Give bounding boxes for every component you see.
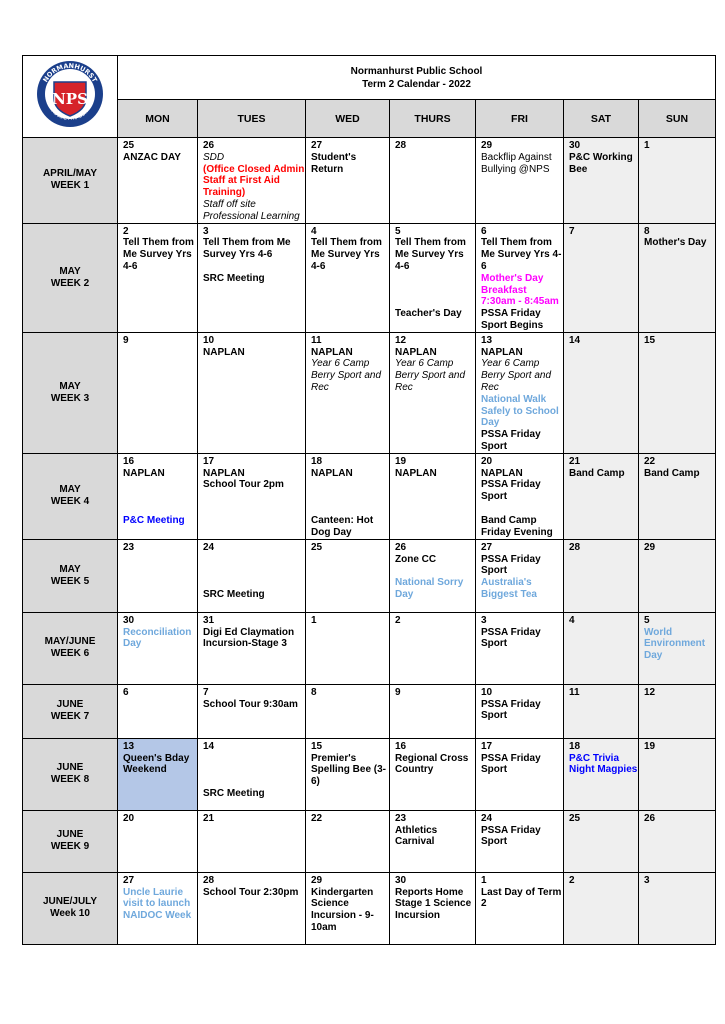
event-text: NAPLAN	[123, 467, 165, 479]
event-text: Tell Them from Me Survey Yrs 4-6	[123, 237, 194, 272]
day-cell	[476, 223, 564, 332]
event-text: (Office Closed Admin Staff at First Aid Training)	[203, 163, 305, 199]
day-number: 11	[311, 334, 322, 346]
day-cell	[639, 539, 716, 612]
day-cell	[390, 612, 476, 684]
day-cell	[476, 138, 564, 224]
day-cell	[118, 738, 198, 810]
event-text: National Walk Safely to School Day	[481, 393, 559, 429]
week-label-number: WEEK 1	[50, 180, 90, 192]
day-number: 22	[644, 455, 656, 467]
day-number: 22	[311, 812, 323, 824]
week-label	[23, 332, 118, 453]
event-text: NAPLAN	[395, 467, 437, 479]
day-number: 14	[203, 740, 215, 752]
day-cell	[306, 738, 390, 810]
event-text: SRC Meeting	[203, 787, 265, 799]
day-cell	[306, 332, 390, 453]
svg-text:NORMANHURST: NORMANHURST	[41, 61, 99, 84]
week-label	[23, 810, 118, 872]
day-cell	[639, 453, 716, 539]
event-text: Athletics Carnival	[395, 824, 438, 848]
day-number: 2	[395, 614, 401, 626]
term-calendar	[22, 55, 716, 945]
day-cell	[306, 539, 390, 612]
event-text: NAPLAN	[203, 467, 245, 479]
day-cell	[198, 612, 306, 684]
day-number: 4	[311, 225, 317, 237]
day-number: 6	[123, 686, 129, 698]
week-label	[23, 738, 118, 810]
day-cell	[564, 872, 639, 944]
event-text: Tell Them from Me Survey Yrs 4-6	[311, 237, 382, 272]
day-number: 19	[644, 740, 656, 752]
event-text: Year 6 Camp Berry Sport and Rec	[311, 358, 382, 393]
day-cell	[198, 810, 306, 872]
event-text: SRC Meeting	[203, 588, 265, 600]
event-text: NAPLAN	[203, 346, 245, 358]
event-text: Student's Return	[311, 151, 357, 175]
day-number: 17	[203, 455, 215, 467]
day-cell	[476, 810, 564, 872]
day-number: 30	[123, 614, 135, 626]
day-cell	[306, 872, 390, 944]
week-label	[23, 223, 118, 332]
day-number: 2	[569, 874, 575, 886]
day-cell	[390, 138, 476, 224]
week-row	[23, 684, 716, 738]
svg-text:NPS: NPS	[52, 90, 88, 108]
day-cell	[476, 453, 564, 539]
day-number: 16	[123, 455, 135, 467]
day-cell	[198, 453, 306, 539]
day-header-fri: FRI	[476, 100, 564, 138]
event-text: NAPLAN	[481, 346, 523, 358]
day-cell	[198, 684, 306, 738]
day-cell	[476, 539, 564, 612]
event-text: SRC Meeting	[203, 272, 265, 284]
event-text: Tell Them from Me Survey Yrs 4-6	[481, 237, 562, 272]
week-label-period: MAY	[59, 484, 81, 496]
event-text: PSSA Friday Sport	[481, 479, 541, 503]
day-number: 7	[203, 686, 209, 698]
day-number: 13	[123, 740, 135, 752]
event-text: P&C Working Bee	[569, 151, 633, 175]
event-text: Australia's Biggest Tea	[481, 577, 537, 600]
event-text: NAPLAN	[311, 346, 353, 358]
event-text: Digi Ed Claymation Incursion-Stage 3	[203, 626, 295, 650]
event-text: Canteen: Hot Dog Day	[311, 514, 374, 538]
event-text: PSSA Friday Sport Begins	[481, 308, 544, 331]
day-cell	[118, 453, 198, 539]
week-label-period: MAY/JUNE	[44, 636, 96, 648]
day-number: 10	[203, 334, 215, 346]
week-label	[23, 872, 118, 944]
day-number: 25	[311, 541, 323, 553]
day-number: 18	[311, 455, 323, 467]
week-label-period: JUNE	[56, 762, 84, 774]
event-text: 7:30am - 8:45am	[481, 296, 559, 308]
event-text: Mother's Day Breakfast	[481, 272, 544, 296]
week-row	[23, 810, 716, 872]
day-header-thurs: THURS	[390, 100, 476, 138]
event-text: PSSA Friday Sport	[481, 824, 541, 848]
event-text: P&C Trivia Night Magpies	[569, 752, 638, 776]
day-number: 26	[203, 140, 215, 151]
event-text: Premier's Spelling Bee (3-6)	[311, 752, 387, 788]
day-cell	[118, 223, 198, 332]
day-number: 31	[203, 614, 215, 626]
event-text: Regional Cross Country	[395, 752, 469, 776]
day-number: 27	[311, 140, 323, 151]
day-header-sun: SUN	[639, 100, 716, 138]
day-header-row	[23, 100, 716, 138]
day-cell	[476, 332, 564, 453]
event-text: School Tour 2pm	[203, 479, 284, 491]
day-number: 14	[569, 334, 581, 346]
day-cell	[118, 684, 198, 738]
event-text: Year 6 Camp Berry Sport and Rec	[395, 358, 466, 393]
day-cell	[390, 684, 476, 738]
day-cell	[118, 138, 198, 224]
day-cell	[306, 810, 390, 872]
week-label-number: WEEK 8	[50, 774, 90, 786]
day-cell	[564, 738, 639, 810]
event-text: Tell Them from Me Survey Yrs 4-6	[395, 237, 466, 272]
day-cell	[390, 539, 476, 612]
day-cell	[639, 138, 716, 224]
day-cell	[564, 539, 639, 612]
day-number: 5	[644, 614, 650, 626]
day-cell	[198, 738, 306, 810]
day-cell	[639, 684, 716, 738]
day-number: 3	[481, 614, 487, 626]
day-cell	[198, 872, 306, 944]
day-number: 5	[395, 225, 401, 237]
day-number: 6	[481, 225, 487, 237]
day-cell	[639, 872, 716, 944]
svg-text:AUSSIE A RABBIT: AUSSIE A RABBIT	[49, 108, 91, 122]
event-text: School Tour 9:30am	[203, 698, 298, 710]
event-text: SDD	[203, 151, 225, 163]
day-number: 2	[123, 225, 129, 237]
event-text: Uncle Laurie visit to launch NAIDOC Week	[123, 886, 192, 922]
calendar-weeks	[23, 138, 716, 945]
event-text: PSSA Friday Sport	[481, 553, 541, 577]
event-text: PSSA Friday Sport	[481, 752, 541, 776]
event-text: PSSA Friday Sport	[481, 698, 541, 722]
day-cell	[639, 332, 716, 453]
day-cell	[564, 332, 639, 453]
week-label	[23, 138, 118, 224]
day-cell	[639, 738, 716, 810]
day-number: 29	[481, 140, 493, 151]
day-number: 21	[569, 455, 581, 467]
day-number: 9	[123, 334, 129, 346]
event-text: PSSA Friday Sport	[481, 429, 541, 452]
day-cell	[564, 612, 639, 684]
day-number: 23	[123, 541, 135, 553]
school-logo	[23, 56, 118, 138]
day-number: 8	[644, 225, 650, 237]
week-label-number: WEEK 9	[50, 841, 90, 853]
day-number: 18	[569, 740, 581, 752]
day-cell	[306, 138, 390, 224]
event-text: Zone CC	[395, 553, 437, 565]
day-cell	[390, 872, 476, 944]
day-cell	[564, 223, 639, 332]
day-number: 1	[481, 874, 487, 886]
day-number: 3	[644, 874, 650, 886]
week-label-number: WEEK 2	[50, 277, 90, 289]
day-header-mon: MON	[118, 100, 198, 138]
day-number: 28	[395, 140, 407, 151]
week-label-period: JUNE	[56, 829, 84, 841]
week-row	[23, 612, 716, 684]
school-name: Normanhurst Public School	[350, 65, 483, 77]
day-number: 4	[569, 614, 575, 626]
event-text: PSSA Friday Sport	[481, 626, 541, 650]
day-number: 29	[311, 874, 323, 886]
week-label-number: WEEK 3	[50, 392, 90, 404]
day-number: 28	[569, 541, 581, 553]
week-row	[23, 539, 716, 612]
day-cell	[306, 453, 390, 539]
week-label-period: MAY	[59, 563, 81, 575]
day-cell	[118, 810, 198, 872]
week-label-number: Week 10	[50, 908, 90, 920]
event-text: Reports Home Stage 1 Science Incursion	[395, 886, 472, 922]
day-number: 7	[569, 225, 575, 237]
day-cell	[198, 332, 306, 453]
day-number: 15	[644, 334, 656, 346]
day-cell	[639, 612, 716, 684]
day-number: 1	[644, 140, 650, 151]
event-text: Teacher's Day	[395, 308, 462, 320]
day-number: 17	[481, 740, 493, 752]
event-text: Band Camp	[644, 467, 700, 479]
day-cell	[564, 684, 639, 738]
event-text: Reconciliation Day	[123, 626, 192, 650]
day-cell	[390, 453, 476, 539]
day-cell	[198, 138, 306, 224]
event-text: School Tour 2:30pm	[203, 886, 299, 898]
day-cell	[306, 684, 390, 738]
day-number: 12	[644, 686, 656, 698]
event-text: Backflip Against Bullying @NPS	[481, 151, 552, 175]
week-label-number: WEEK 5	[50, 575, 90, 587]
event-text: Year 6 Camp Berry Sport and Rec	[481, 358, 552, 393]
day-number: 26	[395, 541, 407, 553]
school-crest-icon	[34, 58, 106, 130]
event-text: Mother's Day	[644, 237, 707, 249]
day-cell	[390, 738, 476, 810]
event-text: Kindergarten Science Incursion - 9-10am	[311, 886, 374, 933]
day-number: 24	[481, 812, 493, 824]
day-cell	[390, 810, 476, 872]
event-text: P&C Meeting	[123, 514, 185, 526]
week-label	[23, 539, 118, 612]
day-number: 12	[395, 334, 407, 346]
event-text: Band Camp	[569, 467, 625, 479]
day-cell	[118, 332, 198, 453]
day-number: 29	[644, 541, 656, 553]
week-label-period: JUNE/JULY	[42, 896, 98, 908]
day-header-wed: WED	[306, 100, 390, 138]
day-number: 27	[123, 874, 135, 886]
week-row	[23, 738, 716, 810]
day-number: 9	[395, 686, 401, 698]
week-row	[23, 872, 716, 944]
day-cell	[476, 872, 564, 944]
week-label-number: WEEK 4	[50, 496, 90, 508]
day-number: 23	[395, 812, 407, 824]
day-number: 19	[395, 455, 407, 467]
day-cell	[564, 810, 639, 872]
week-label-period: MAY	[59, 265, 81, 277]
event-text: ANZAC DAY	[123, 151, 181, 163]
event-text: NAPLAN	[311, 467, 353, 479]
day-number: 16	[395, 740, 407, 752]
event-text: Band Camp Friday Evening	[481, 514, 553, 538]
day-cell	[198, 539, 306, 612]
week-row	[23, 223, 716, 332]
day-number: 30	[569, 140, 581, 151]
day-number: 13	[481, 334, 493, 346]
event-text: Queen's Bday Weekend	[123, 752, 190, 776]
day-header-sat: SAT	[564, 100, 639, 138]
day-number: 20	[123, 812, 135, 824]
week-label	[23, 684, 118, 738]
day-cell	[639, 223, 716, 332]
day-number: 3	[203, 225, 209, 237]
day-cell	[306, 223, 390, 332]
day-number: 11	[569, 686, 580, 698]
day-cell	[306, 612, 390, 684]
calendar-title	[118, 56, 716, 100]
event-text: National Sorry Day	[395, 577, 464, 600]
day-cell	[198, 223, 306, 332]
day-number: 8	[311, 686, 317, 698]
week-row	[23, 453, 716, 539]
week-label	[23, 612, 118, 684]
event-text: Tell Them from Me Survey Yrs 4-6	[203, 237, 291, 261]
day-number: 28	[203, 874, 215, 886]
week-label	[23, 453, 118, 539]
day-cell	[118, 539, 198, 612]
week-label-period: APRIL/MAY	[42, 168, 98, 180]
week-label-period: JUNE	[56, 699, 84, 711]
day-number: 20	[481, 455, 493, 467]
event-text: NAPLAN	[395, 346, 437, 358]
day-cell	[476, 684, 564, 738]
day-cell	[476, 738, 564, 810]
day-cell	[564, 453, 639, 539]
event-text: NAPLAN	[481, 467, 523, 479]
term-title: Term 2 Calendar - 2022	[362, 78, 471, 90]
day-number: 27	[481, 541, 493, 553]
day-cell	[390, 332, 476, 453]
day-number: 30	[395, 874, 407, 886]
day-number: 24	[203, 541, 215, 553]
day-cell	[118, 872, 198, 944]
day-number: 10	[481, 686, 493, 698]
week-row	[23, 138, 716, 224]
event-text: Staff off site Professional Learning	[203, 198, 300, 222]
day-number: 25	[569, 812, 581, 824]
day-header-tues: TUES	[198, 100, 306, 138]
day-number: 1	[311, 614, 317, 626]
event-text: Last Day of Term 2	[481, 886, 562, 910]
event-text: World Environment Day	[644, 626, 706, 662]
day-cell	[118, 612, 198, 684]
day-cell	[564, 138, 639, 224]
day-number: 26	[644, 812, 656, 824]
day-number: 21	[203, 812, 215, 824]
calendar-title-row	[23, 56, 716, 100]
week-row	[23, 332, 716, 453]
day-cell	[476, 612, 564, 684]
day-cell	[639, 810, 716, 872]
week-label-period: MAY	[59, 380, 81, 392]
week-label-number: WEEK 7	[50, 711, 90, 723]
day-number: 25	[123, 140, 135, 151]
week-label-number: WEEK 6	[50, 648, 90, 660]
day-cell	[390, 223, 476, 332]
day-number: 15	[311, 740, 323, 752]
